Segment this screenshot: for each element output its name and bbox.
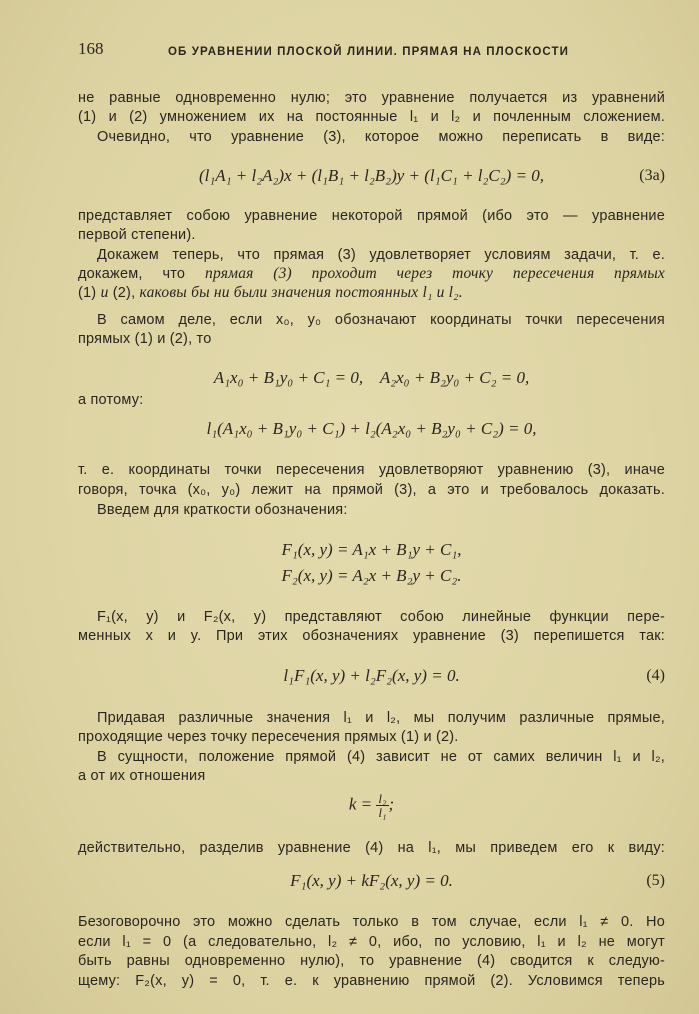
- equation-3a: (l₁A₁ + l₂A₂)x + (l₁B₁ + l₂B₂)y + (l₁C₁ + l₂C₂) = 0,: [198, 166, 545, 185]
- text-line: Безоговорочно это можно сделать только в том случае, если l₁ ≠ 0. Но: [78, 914, 665, 930]
- text-line: Введем для краткости обозначения:: [97, 502, 348, 518]
- equation-point: A₁x₀ + B₁y₀ + C₁ = 0, A₂x₀ + B₂y₀ + C₂ = 0,: [213, 368, 530, 387]
- text-line: В самом деле, если x₀, y₀ обозначают координаты точки пересечения: [97, 312, 665, 328]
- equation-5: F₁(x, y) + kF₂(x, y) = 0.: [290, 871, 453, 890]
- emphasized-text: каковы бы ни были значения постоянных l₁ и l₂.: [139, 284, 463, 301]
- text-line: если l₁ = 0 (а следовательно, l₂ ≠ 0, ибо, по условию, l₁ и l₂ не могут: [78, 934, 665, 950]
- text-line: F₁(x, y) и F₂(x, y) представляют собою линейные функции пере-: [97, 609, 665, 625]
- text-line: Очевидно, что уравнение (3), которое можно переписать в виде:: [97, 129, 665, 145]
- text-line: а от их отношения: [78, 768, 206, 784]
- text-line: представляет собою уравнение некоторой прямой (ибо это — уравнение: [78, 208, 665, 224]
- page-number: 168: [78, 39, 104, 58]
- equation-k: [78, 792, 665, 819]
- equation-f1: F₁(x, y) = A₁x + B₁y + C₁,: [281, 540, 462, 559]
- equation-combination: l₁(A₁x₀ + B₁y₀ + C₁) + l₂(A₂x₀ + B₂y₀ + C₂) = 0,: [206, 419, 537, 438]
- text-line: т. е. координаты точки пересечения удовлетворяют уравнению (3), иначе: [78, 462, 665, 478]
- running-title: ОБ УРАВНЕНИИ ПЛОСКОЙ ЛИНИИ. ПРЯМАЯ НА ПЛОСКОСТИ: [168, 46, 570, 58]
- text-line: прямых (1) и (2), то: [78, 331, 212, 347]
- numerator: l₂: [378, 791, 387, 806]
- denominator: l₁: [378, 805, 387, 820]
- text-line: менных x и y. При этих обозначениях уравнение (3) перепишется так:: [78, 628, 665, 644]
- text-line: (1) и (2) умножением их на постоянные l₁ и l₂ и почленным сложением.: [78, 109, 665, 125]
- fraction: [376, 792, 388, 819]
- text-line: первой степени).: [78, 227, 196, 243]
- text-line: а потому:: [78, 392, 144, 408]
- emphasized-text: прямая (3) проходит через точку пересечения прямых: [205, 265, 665, 282]
- text-line: говоря, точка (x₀, y₀) лежит на прямой (3), а это и требовалось доказать.: [78, 482, 665, 498]
- text-line: действительно, разделив уравнение (4) на l₁, мы приведем его к виду:: [78, 840, 665, 856]
- text-line: [78, 283, 665, 303]
- text-line: быть равны одновременно нулю), то уравнение (4) сводится к следую-: [78, 953, 665, 969]
- equation-label: (3а): [639, 167, 665, 184]
- equation-f2: F₂(x, y) = A₂x + B₂y + C₂.: [281, 566, 462, 585]
- text-segment: (2),: [112, 285, 136, 301]
- punctuation: ;: [388, 794, 395, 814]
- text-line: Придавая различные значения l₁ и l₂, мы получим различные прямые,: [97, 710, 665, 726]
- text-segment: докажем, что: [78, 266, 186, 282]
- text-segment: (1): [78, 285, 97, 301]
- equation-label: (5): [646, 872, 665, 889]
- text-line: Докажем теперь, что прямая (3) удовлетворяет условиям задачи, т. е.: [97, 247, 665, 263]
- text-line: щему: F₂(x, y) = 0, т. е. к уравнению прямой (2). Условимся теперь: [78, 973, 665, 989]
- equation-4: l₁F₁(x, y) + l₂F₂(x, y) = 0.: [283, 666, 460, 685]
- text-line: не равные одновременно нулю; это уравнение получается из уравнений: [78, 90, 665, 106]
- text-line: проходящие через точку пересечения прямых (1) и (2).: [78, 729, 459, 745]
- text-line: В сущности, положение прямой (4) зависит не от самих величин l₁ и l₂,: [97, 749, 665, 765]
- emphasized-text: и: [100, 284, 109, 301]
- equation-lhs: k =: [348, 794, 373, 814]
- equation-label: (4): [646, 667, 665, 684]
- text-line: [78, 264, 665, 284]
